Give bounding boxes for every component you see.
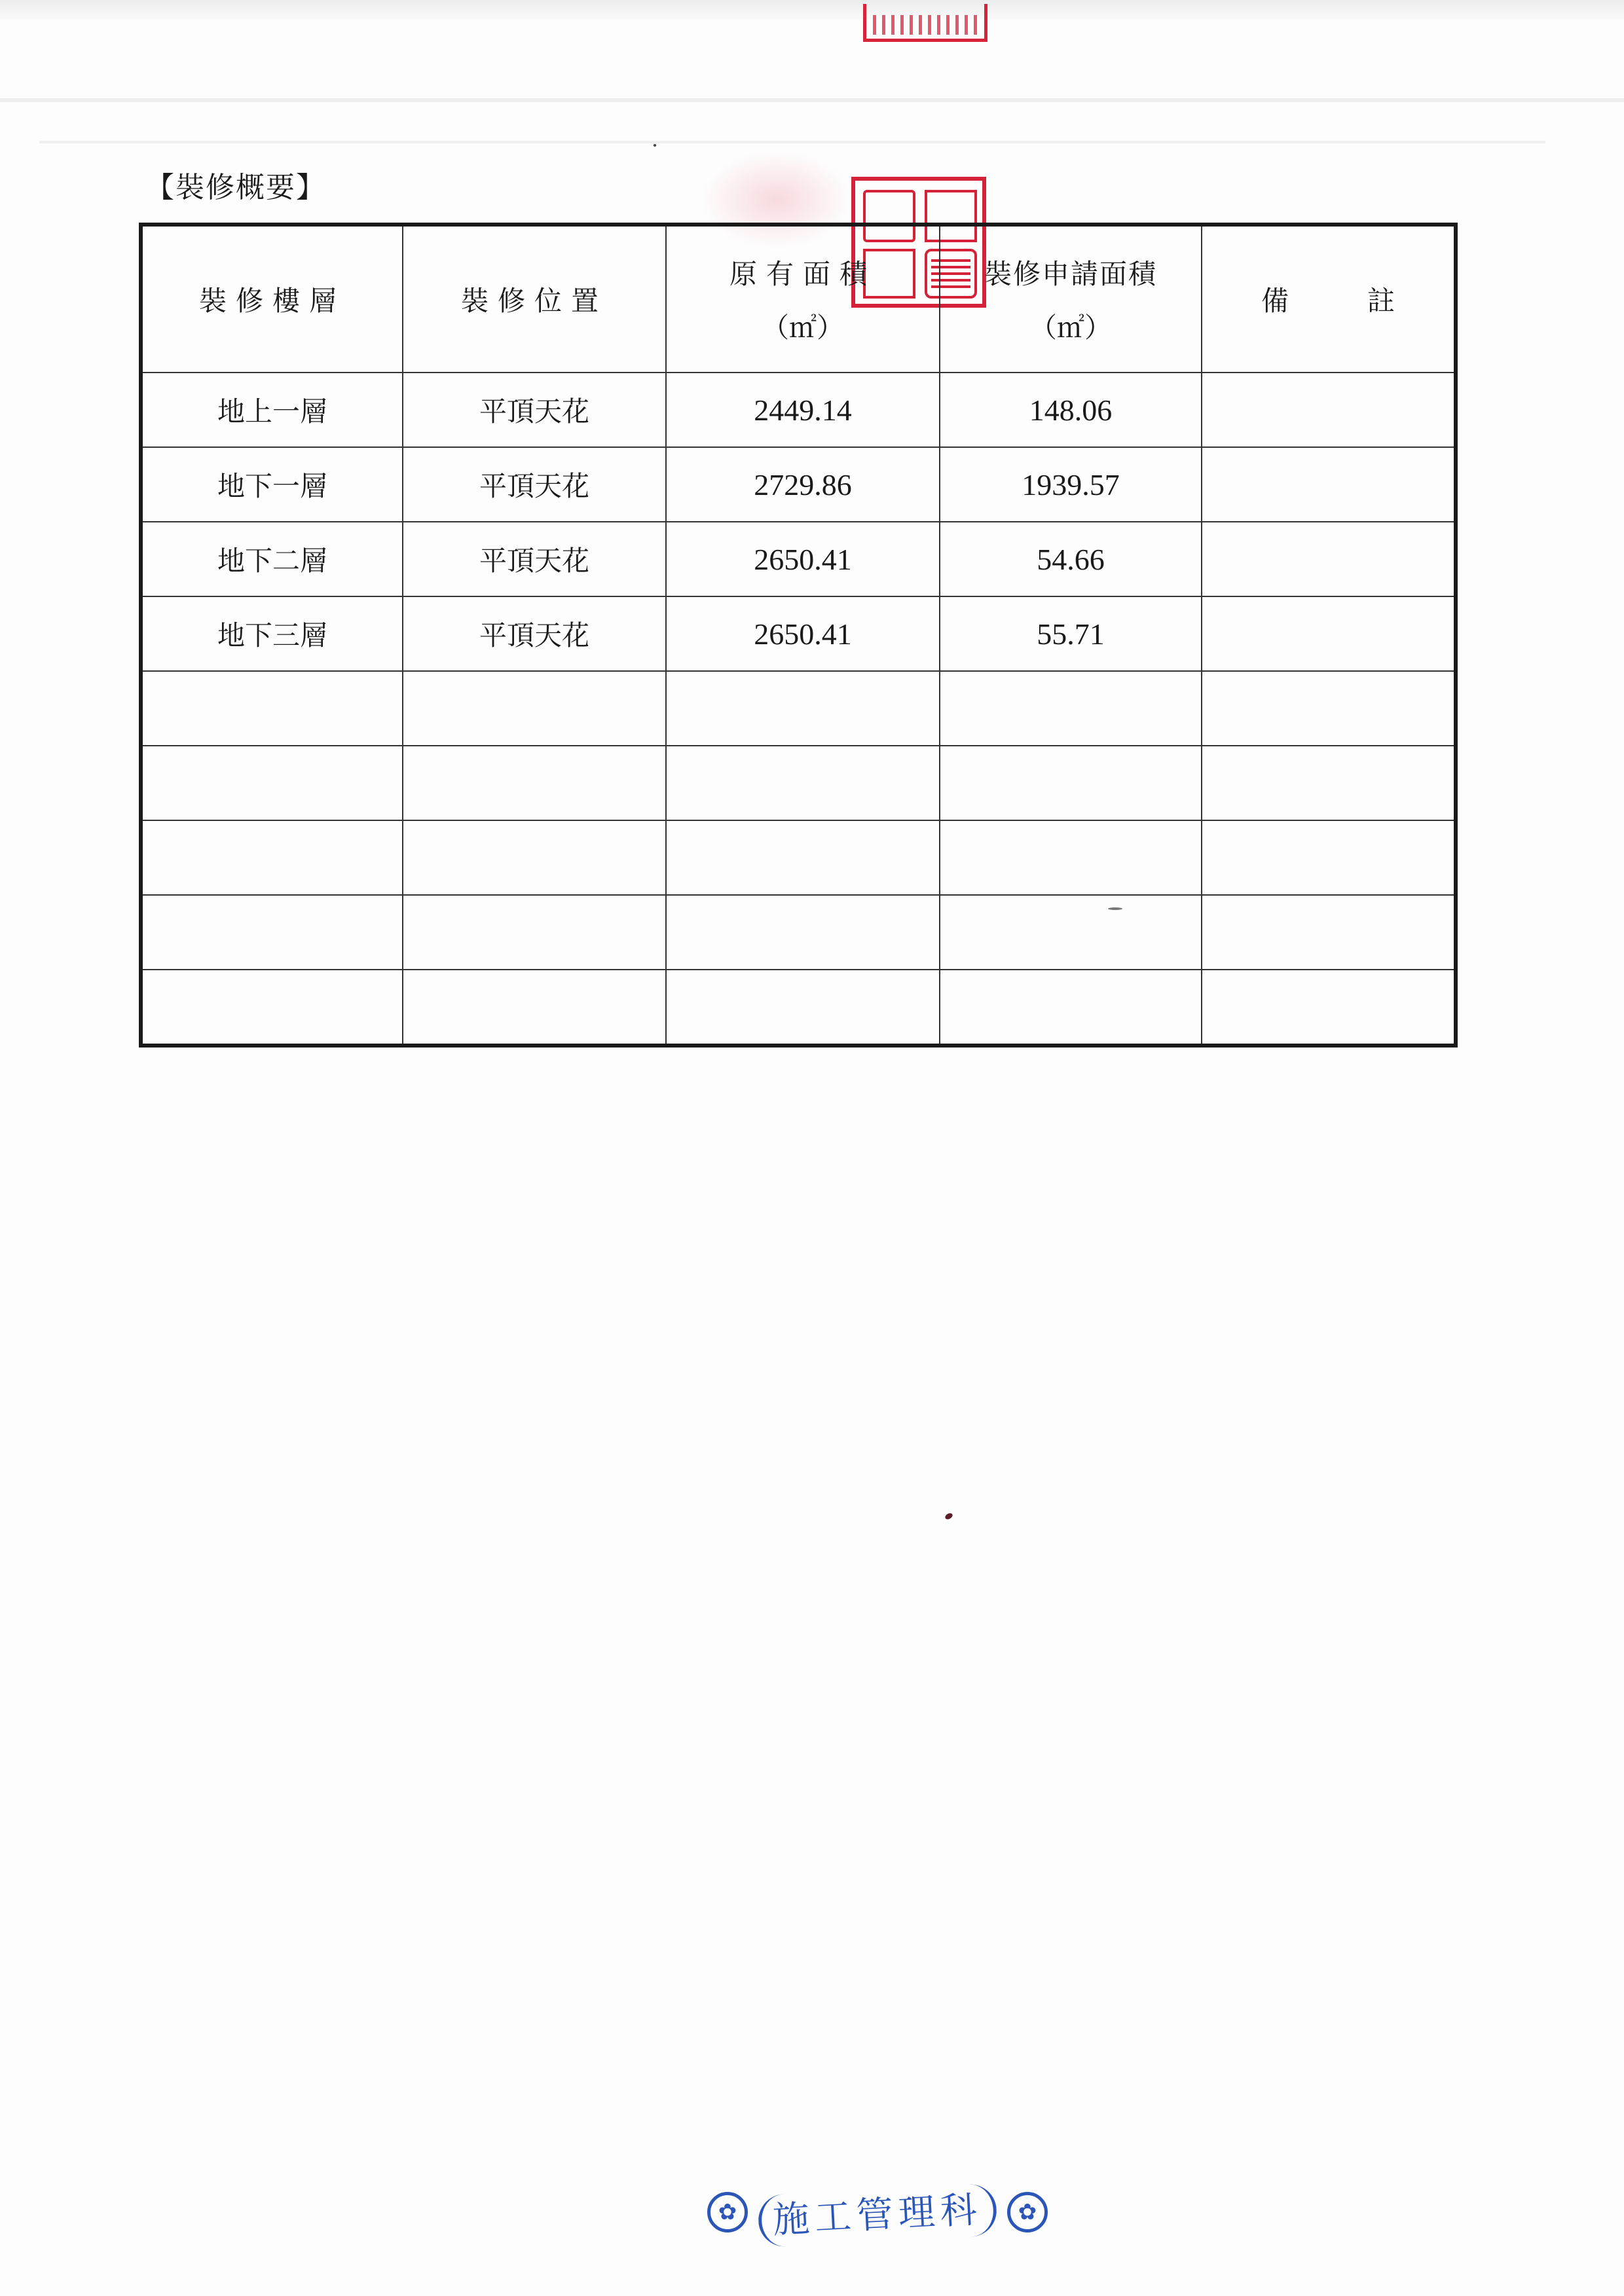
cell-note: [1202, 373, 1456, 447]
plum-blossom-icon: ✿: [1007, 2192, 1048, 2232]
header-original-area-unit: （㎡）: [761, 314, 844, 344]
header-applied-area-unit: （㎡）: [1029, 314, 1112, 344]
header-note-left: 備: [1261, 285, 1289, 317]
table-row: [141, 373, 1456, 447]
cell-original-area: [666, 895, 940, 970]
cell-position: [403, 671, 666, 746]
cell-original-area: 2650.41: [666, 596, 940, 671]
cell-note: [1202, 820, 1456, 895]
ink-speck: [944, 1512, 953, 1521]
cell-original-area: 2650.41: [666, 522, 940, 596]
cell-original-area: 2449.14: [666, 373, 940, 447]
cell-floor: [141, 895, 403, 970]
cell-position: [403, 820, 666, 895]
cell-floor: 地下三層: [141, 596, 403, 671]
red-seal-partial: [863, 4, 987, 42]
table-row: [141, 895, 1456, 970]
header-applied-area-label: 裝修申請面積: [984, 258, 1157, 290]
cell-position: 平頂天花: [403, 596, 666, 671]
cell-applied-area: 148.06: [940, 373, 1202, 447]
cell-original-area: [666, 746, 940, 820]
header-original-area: [666, 225, 940, 373]
renovation-summary-table: [139, 223, 1458, 1048]
header-floor: 裝修樓層: [141, 225, 403, 373]
cell-position: 平頂天花: [403, 522, 666, 596]
cell-position: [403, 895, 666, 970]
scan-artifact-line: [0, 98, 1624, 102]
cell-floor: 地上一層: [141, 373, 403, 447]
scan-artifact-top: [0, 0, 1624, 20]
cell-floor: [141, 820, 403, 895]
cell-position: 平頂天花: [403, 373, 666, 447]
cell-applied-area: [940, 895, 1202, 970]
department-stamp-label: 施工管理科: [757, 2183, 998, 2248]
header-note: [1202, 225, 1456, 373]
cell-applied-area: 1939.57: [940, 447, 1202, 522]
cell-position: [403, 970, 666, 1046]
cell-note: [1202, 895, 1456, 970]
cell-note: [1202, 522, 1456, 596]
cell-floor: 地下一層: [141, 447, 403, 522]
cell-applied-area: [940, 746, 1202, 820]
header-applied-area: [940, 225, 1202, 373]
header-note-right: 註: [1367, 285, 1395, 317]
cell-applied-area: [940, 671, 1202, 746]
table-row: [141, 522, 1456, 596]
cell-position: [403, 746, 666, 820]
header-original-area-label: 原有面積: [729, 258, 876, 290]
plum-blossom-icon: ✿: [707, 2192, 748, 2232]
table-row: [141, 970, 1456, 1046]
table-header-row: [141, 225, 1456, 373]
seal-glyphs: [873, 15, 978, 35]
cell-original-area: [666, 820, 940, 895]
cell-applied-area: [940, 820, 1202, 895]
section-title: 【裝修概要】: [145, 171, 326, 204]
table-row: [141, 820, 1456, 895]
header-position: 裝修位置: [403, 225, 666, 373]
scan-artifact-line: [39, 141, 1545, 143]
cell-note: [1202, 970, 1456, 1046]
cell-note: [1202, 447, 1456, 522]
cell-original-area: 2729.86: [666, 447, 940, 522]
cell-original-area: [666, 970, 940, 1046]
cell-floor: [141, 671, 403, 746]
cell-applied-area: [940, 970, 1202, 1046]
table-row: [141, 671, 1456, 746]
department-stamp: [707, 2180, 1048, 2259]
table-row: [141, 596, 1456, 671]
cell-floor: [141, 970, 403, 1046]
cell-note: [1202, 746, 1456, 820]
cell-floor: 地下二層: [141, 522, 403, 596]
ink-speck: [654, 144, 656, 147]
cell-note: [1202, 671, 1456, 746]
table-row: [141, 447, 1456, 522]
table-row: [141, 746, 1456, 820]
cell-note: [1202, 596, 1456, 671]
cell-applied-area: 54.66: [940, 522, 1202, 596]
cell-floor: [141, 746, 403, 820]
cell-original-area: [666, 671, 940, 746]
cell-applied-area: 55.71: [940, 596, 1202, 671]
cell-position: 平頂天花: [403, 447, 666, 522]
ink-speck: [1108, 907, 1122, 910]
